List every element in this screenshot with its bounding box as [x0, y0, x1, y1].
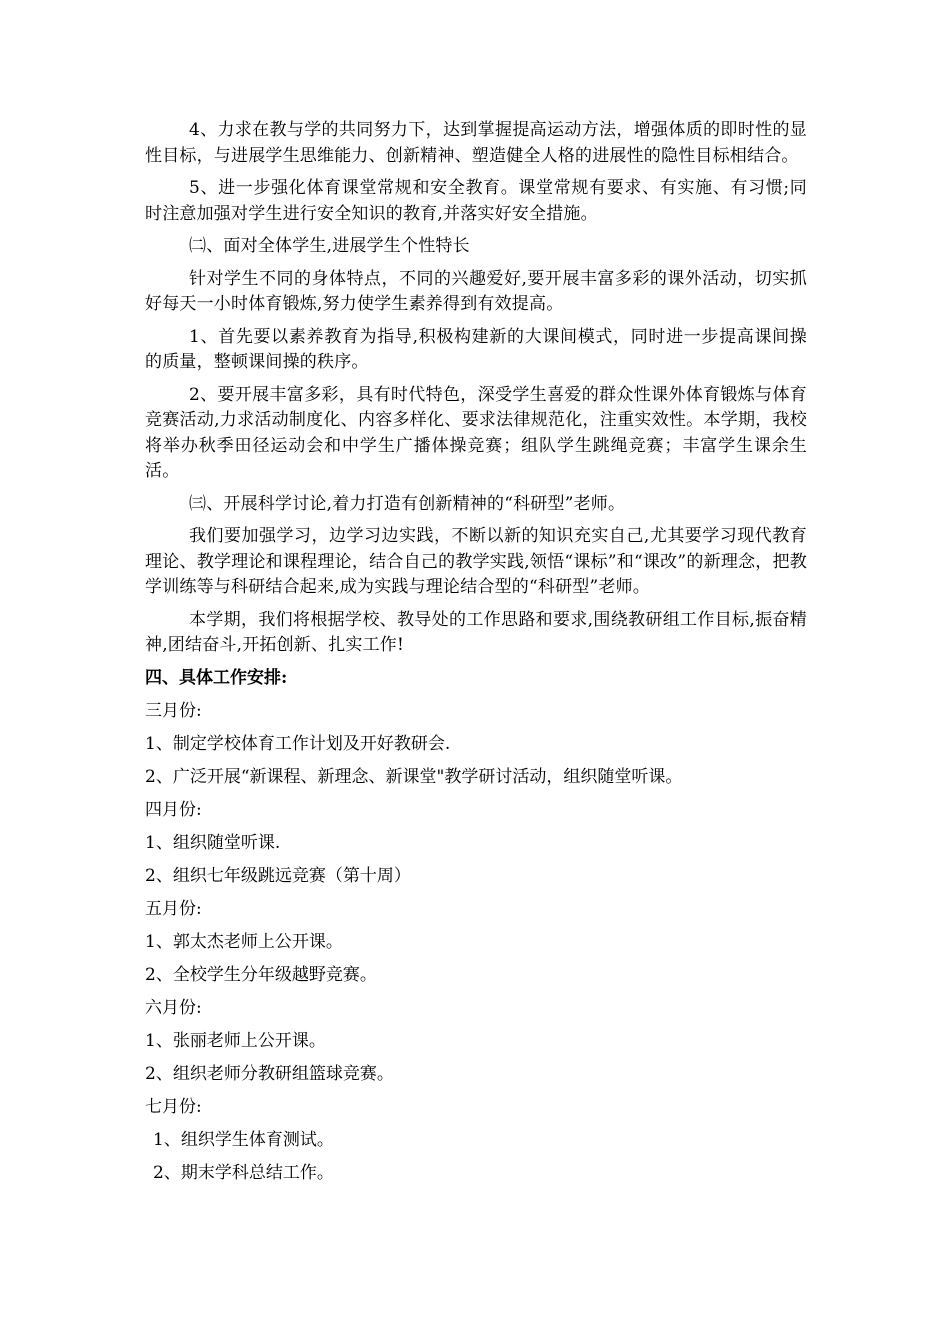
list-item: 1、制定学校体育工作计划及开好教研会. — [145, 734, 451, 754]
paragraph-semester: 本学期，我们将根据学校、教导处的工作思路和要求,围绕教研组工作目标,振奋精神,团结奋斗,开拓创新、扎实工作! — [145, 609, 807, 655]
paragraph-goal-4: 4、力求在教与学的共同努力下，达到掌握提高运动方法，增强体质的即时性的显性目标，与进展学生思维能力、创新精神、塑造健全人格的进展性的隐性目标相结合。 — [145, 120, 807, 166]
paragraph-extracurricular: 针对学生不同的身体特点，不同的兴趣爱好,要开展丰富多彩的课外活动，切实抓好每天一小时体育锻炼,努力使学生素养得到有效提高。 — [145, 268, 807, 314]
list-item: 2、全校学生分年级越野竞赛。 — [145, 965, 377, 985]
paragraph-research: 我们要加强学习，边学习边实践，不断以新的知识充实自己,尤其要学习现代教育理论、教学理论和课程理论，结合自己的教学实践,领悟“课标”和“课改”的新理念，把教学训练等与科研结合起来,成为实践与理论结合型的“科研型”老师。 — [145, 526, 807, 597]
month-label-april: 四月份: — [145, 800, 202, 820]
paragraph-item-1: 1、首先要以素养教育为指导,积极构建新的大课间模式，同时进一步提高课间操的质量，整顿课间操的秩序。 — [145, 326, 807, 372]
subsection-2-title: ㈡、面对全体学生,进展学生个性特长 — [189, 236, 470, 256]
list-item: 1、郭太杰老师上公开课。 — [145, 932, 343, 952]
month-label-may: 五月份: — [145, 899, 202, 919]
list-item: 1、组织随堂听课. — [145, 833, 281, 853]
list-item: 2、期末学科总结工作。 — [153, 1163, 334, 1183]
section-heading: 四、具体工作安排: — [145, 667, 288, 688]
list-item: 2、组织七年级跳远竞赛（第十周） — [145, 866, 411, 886]
paragraph-item-2: 2、要开展丰富多彩，具有时代特色，深受学生喜爱的群众性课外体育锻炼与体育竞赛活动,力求活动制度化、内容多样化、要求法律规范化，注重实效性。本学期，我校将举办秋季田径运动会和中学生广播体操竞赛；组队学生跳绳竞赛；丰富学生课余生活。 — [145, 384, 807, 481]
subsection-3-title: ㈢、开展科学讨论,着力打造有创新精神的“科研型”老师。 — [189, 493, 626, 514]
month-label-july: 七月份: — [145, 1097, 202, 1117]
list-item: 1、张丽老师上公开课。 — [145, 1031, 326, 1051]
paragraph-goal-5: 5、进一步强化体育课堂常规和安全教育。课堂常规有要求、有实施、有习惯;同时注意加强对学生进行安全知识的教育,并落实好安全措施。 — [145, 178, 807, 224]
list-item: 1、组织学生体育测试。 — [153, 1130, 334, 1150]
list-item: 2、广泛开展“新课程、新理念、新课堂"教学研讨活动，组织随堂听课。 — [145, 767, 683, 787]
month-label-march: 三月份: — [145, 701, 202, 721]
month-label-june: 六月份: — [145, 998, 202, 1018]
list-item: 2、组织老师分教研组篮球竞赛。 — [145, 1064, 394, 1084]
document-page — [145, 118, 807, 1194]
